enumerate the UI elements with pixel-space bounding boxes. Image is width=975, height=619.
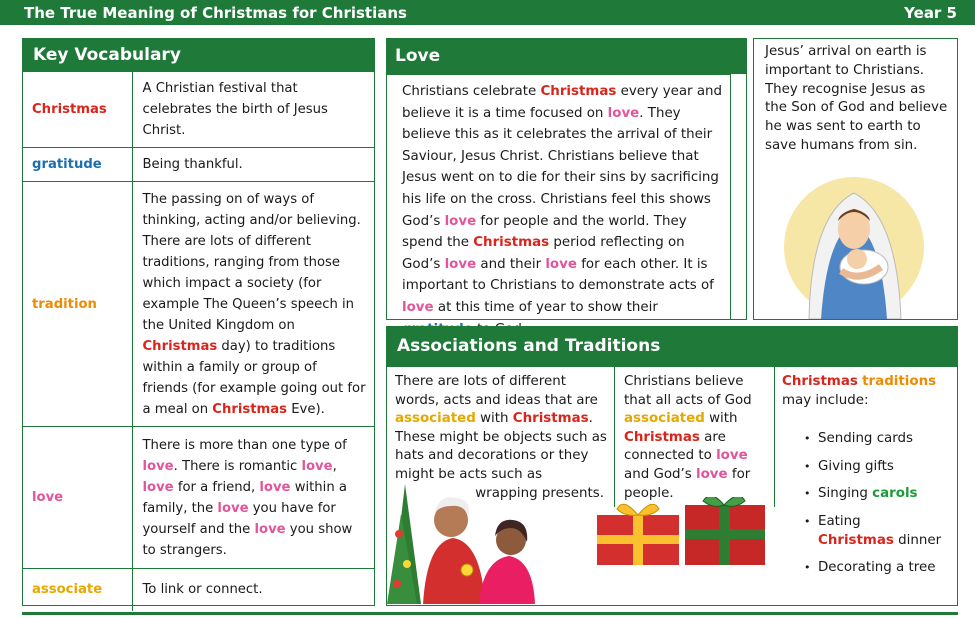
list-text: Eating xyxy=(818,513,861,529)
year-label: Year 5 xyxy=(904,4,957,22)
love-heading: Love xyxy=(387,39,746,74)
highlight-word: love xyxy=(607,105,640,121)
highlight-word: Christmas xyxy=(212,401,288,417)
love-text xyxy=(387,74,731,320)
highlight-word: traditions xyxy=(862,374,937,389)
jesus-text: Jesus’ arrival on earth is important to Christians. They recognise Jesus as the Son of God and believe he was sent to earth to save humans from sin. xyxy=(765,44,948,153)
highlight-word: love xyxy=(402,299,434,315)
key-vocabulary-panel xyxy=(22,38,375,606)
def-text: , xyxy=(332,458,337,474)
associations-heading: Associations and Traditions xyxy=(387,327,957,367)
assoc-text: with xyxy=(475,411,513,427)
term-love: love xyxy=(23,427,132,569)
highlight-word: love xyxy=(444,256,477,272)
assoc-text: with xyxy=(704,411,738,427)
jesus-panel xyxy=(753,38,958,320)
highlight-word: associated xyxy=(395,411,476,427)
highlight-word: carols xyxy=(872,486,918,502)
highlight-word: love xyxy=(301,458,333,474)
highlight-word: love xyxy=(142,479,174,495)
love-text-part: at this time of year to show their xyxy=(433,299,658,315)
highlight-word: love xyxy=(142,458,174,474)
highlight-word: Christmas xyxy=(818,532,894,548)
traditions-column xyxy=(775,367,957,605)
table-row xyxy=(23,72,374,148)
list-item: • Giving gifts xyxy=(804,458,951,477)
term-tradition: tradition xyxy=(23,182,132,427)
assoc-text: for people. xyxy=(624,466,751,501)
assoc-text: There are lots of different words, acts and ideas that are xyxy=(395,374,598,408)
highlight-word: love xyxy=(254,521,286,537)
highlight-word: Christmas xyxy=(473,235,550,251)
mary-and-baby-illustration xyxy=(769,155,939,319)
vocabulary-table xyxy=(23,71,374,611)
table-row xyxy=(23,182,374,427)
def-text: Eve). xyxy=(287,401,325,417)
footer-divider xyxy=(22,612,958,615)
top-banner xyxy=(0,0,975,25)
term-christmas: Christmas xyxy=(23,72,132,148)
love-text-part: Christians celebrate xyxy=(402,84,541,99)
definition-christmas: A Christian festival that celebrates the birth of Jesus Christ. xyxy=(132,72,374,148)
list-item xyxy=(804,513,951,550)
assoc-text: and God’s xyxy=(624,466,697,482)
list-text: Singing xyxy=(818,486,873,502)
love-text-part: for each other. It is important to Christians to demonstrate acts of xyxy=(402,256,714,294)
highlight-word: Christmas xyxy=(540,84,617,99)
assoc-text-last: wrapping presents. xyxy=(475,485,604,501)
love-text-part: for people and the world. They spend the xyxy=(402,213,687,251)
definition-love xyxy=(132,427,374,569)
list-item: • Decorating a tree xyxy=(804,559,951,578)
definition-tradition xyxy=(132,182,374,427)
table-row xyxy=(23,569,374,611)
associations-panel xyxy=(386,326,958,606)
family-decorating-tree-illustration xyxy=(387,484,537,604)
list-item: • Sending cards xyxy=(804,430,951,449)
highlight-word: Christmas xyxy=(624,429,700,445)
def-text: within a family, the xyxy=(142,479,347,516)
highlight-word: love xyxy=(716,448,748,464)
highlight-word: love xyxy=(444,213,477,229)
def-text: you have for yourself and the xyxy=(142,500,336,537)
definition-associate: To link or connect. xyxy=(132,569,374,611)
term-associate: associate xyxy=(23,569,132,611)
def-text: There is more than one type of xyxy=(142,437,347,453)
list-item xyxy=(804,485,951,504)
assoc-text: are connected to xyxy=(624,429,726,464)
def-text: . There is romantic xyxy=(173,458,302,474)
love-text-part: every year and believe it is a time focused on xyxy=(402,84,723,121)
traditions-heading xyxy=(782,373,951,392)
table-row xyxy=(23,427,374,569)
love-text-part: and their xyxy=(476,256,546,272)
traditions-intro: may include: xyxy=(782,392,869,408)
table-row xyxy=(23,148,374,182)
wrapped-presents-illustration xyxy=(593,497,773,565)
key-vocabulary-heading: Key Vocabulary xyxy=(23,39,374,71)
assoc-text: . These might be objects such as hats and decorations or they might be acts such as xyxy=(395,411,607,482)
def-text: you show to strangers. xyxy=(142,521,353,558)
highlight-word: love xyxy=(545,256,577,272)
love-text-part: period reflecting on God’s xyxy=(402,235,685,272)
love-panel xyxy=(386,38,747,320)
highlight-word: love xyxy=(259,479,291,495)
highlight-word: love xyxy=(217,500,249,516)
term-gratitude: gratitude xyxy=(23,148,132,182)
list-text: dinner xyxy=(893,532,942,548)
highlight-word: love xyxy=(696,466,728,482)
highlight-word: associated xyxy=(624,411,705,427)
page-title: The True Meaning of Christmas for Christians xyxy=(24,4,407,22)
highlight-word: Christmas xyxy=(512,411,589,427)
highlight-word: Christmas xyxy=(782,374,858,389)
def-text: for a friend, xyxy=(173,479,260,495)
associations-column-2 xyxy=(615,367,775,507)
def-text: The passing on of ways of thinking, acting and/or believing. There are lots of different traditions, ranging from those which impact a society (for example The Queen’s speech in the United Kingdom on xyxy=(142,191,361,333)
assoc-text: Christians believe that all acts of God xyxy=(624,374,752,408)
def-text: day) to traditions within a family or group of friends (for example going out for a meal on xyxy=(142,338,366,417)
definition-gratitude: Being thankful. xyxy=(132,148,374,182)
highlight-word: Christmas xyxy=(142,338,218,354)
love-text-part: . They believe this as it celebrates the arrival of their Saviour, Jesus Christ. Christians believe that Jesus went on to die for their sins by sacrificing his life on the cross. Christians feel this shows God’s xyxy=(402,105,719,229)
traditions-list xyxy=(782,430,951,578)
